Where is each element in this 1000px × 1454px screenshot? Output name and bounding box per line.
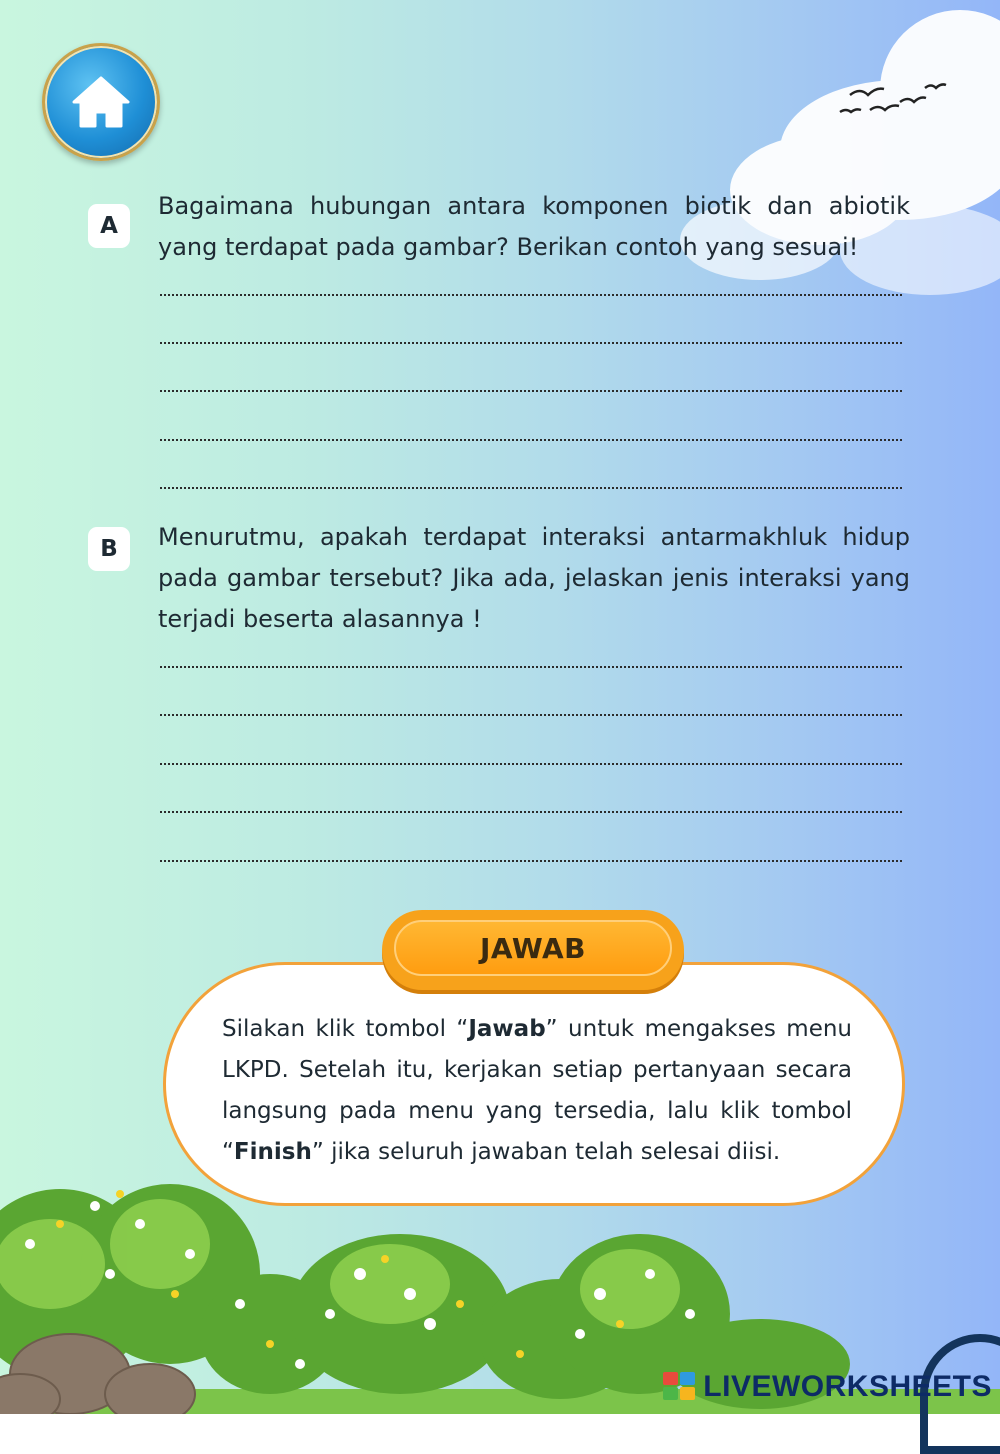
answer-b-line-5[interactable] [160,860,902,862]
answer-b-line-1[interactable] [160,666,902,668]
question-a-text: Bagaimana hubungan antara komponen biotik dan abiotik yang terdapat pada gambar? Berikan contoh yang sesuai! [158,192,910,261]
answer-b-line-4[interactable] [160,811,902,813]
jawab-button-label: JAWAB [394,920,672,976]
question-b-badge: B [88,527,130,571]
question-a-badge: A [88,204,130,248]
answer-a-line-2[interactable] [160,342,902,344]
liveworksheets-logo[interactable] [663,1370,992,1404]
jawab-keyword: Jawab [468,1016,546,1042]
home-icon [70,74,132,130]
question-b-text: Menurutmu, apakah terdapat interaksi antarmakhluk hidup pada gambar tersebut? Jika ada, jelaskan jenis interaksi yang terjadi beserta alasannya ! [158,523,910,633]
jawab-button[interactable] [382,910,684,990]
instructions-text: Silakan klik tombol “Jawab” untuk mengakses menu LKPD. Setelah itu, kerjakan setiap pertanyaan secara langsung pada menu yang tersedia, lalu klik tombol “Finish” jika seluruh jawaban telah selesai diisi. [222,1016,852,1165]
finish-keyword: Finish [233,1139,312,1165]
answer-a-line-5[interactable] [160,487,902,489]
liveworksheets-logo-icon [663,1372,697,1402]
answer-a-line-1[interactable] [160,294,902,296]
answer-b-line-2[interactable] [160,714,902,716]
home-button[interactable] [42,43,160,161]
answer-a-line-3[interactable] [160,390,902,392]
liveworksheets-brand: LIVEWORKSHEETS [703,1370,992,1403]
answer-a-line-4[interactable] [160,439,902,441]
answer-b-line-3[interactable] [160,763,902,765]
